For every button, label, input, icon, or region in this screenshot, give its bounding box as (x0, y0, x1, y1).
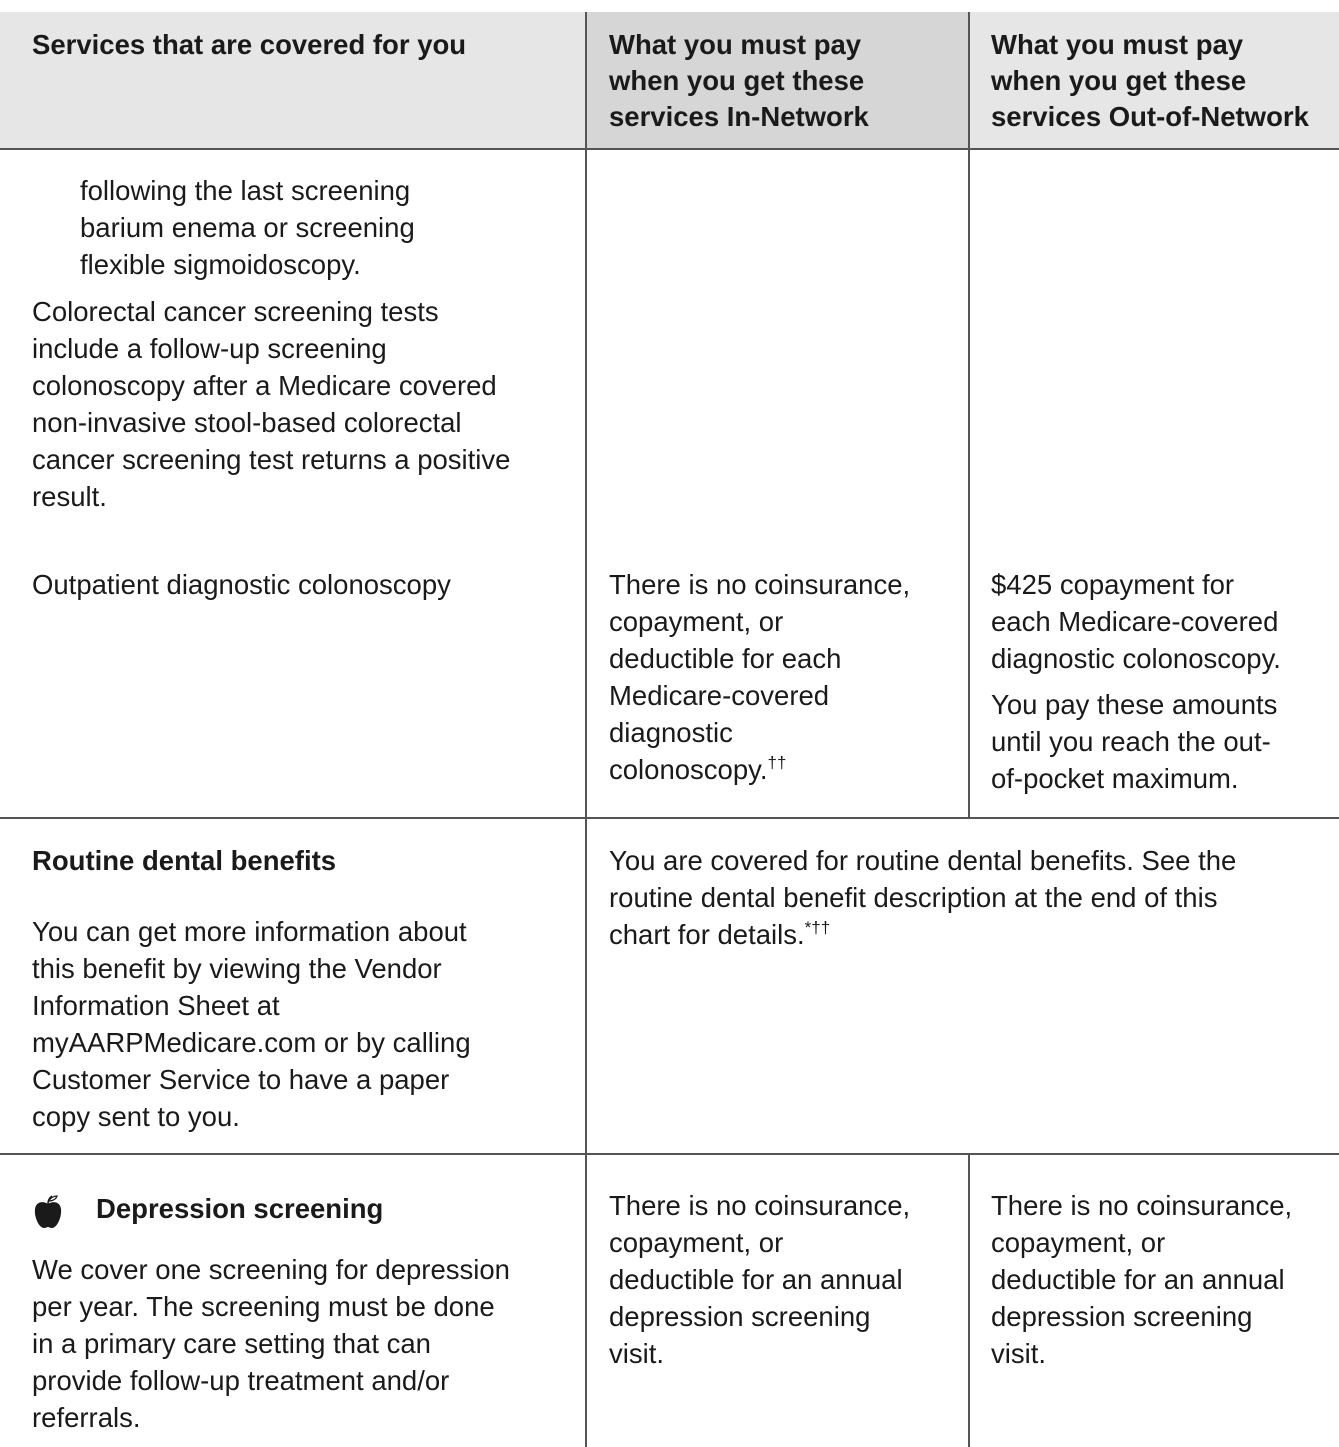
text-line: following the last screening (80, 175, 411, 206)
text-line: depression screening (609, 1301, 871, 1332)
depression-screening-description (32, 1251, 510, 1436)
text-line: deductible for an annual (609, 1264, 903, 1295)
diagnostic-in-network-cost (609, 566, 910, 788)
depression-screening-title (96, 1190, 383, 1227)
header-out-of-network (991, 27, 1309, 135)
header-col2-line: when you get these (609, 65, 865, 96)
text-line: flexible sigmoidoscopy. (80, 249, 361, 280)
colorectal-screening-paragraph (32, 293, 510, 515)
header-col1-line: Services that are covered for you (32, 29, 467, 60)
text-line: per year. The screening must be done (32, 1291, 495, 1322)
text-line: referrals. (32, 1402, 141, 1433)
text-line: Customer Service to have a paper (32, 1064, 450, 1095)
text-line: depression screening (991, 1301, 1253, 1332)
depression-out-network-cost (991, 1187, 1292, 1372)
column-divider (585, 12, 587, 149)
text-line: routine dental benefit description at the end of this (609, 882, 1218, 913)
row-divider (0, 1153, 1339, 1155)
text-line: visit. (609, 1338, 664, 1369)
text-line: copayment, or (609, 606, 784, 637)
text-line: Routine dental benefits (32, 845, 337, 876)
text-line: Medicare-covered (609, 680, 830, 711)
text-line: result. (32, 481, 107, 512)
diagnostic-colonoscopy-label (32, 566, 451, 603)
text-line: $425 copayment for (991, 569, 1235, 600)
diagnostic-out-network-cost (991, 566, 1281, 677)
header-col2-line: services In-Network (609, 101, 869, 132)
text-line: Outpatient diagnostic colonoscopy (32, 569, 451, 600)
text-line: visit. (991, 1338, 1046, 1369)
text-line: copy sent to you. (32, 1101, 240, 1132)
text-line-content: chart for details. (609, 919, 805, 950)
routine-dental-coverage (609, 842, 1236, 953)
text-line: There is no coinsurance, (609, 569, 911, 600)
text-line (609, 916, 1236, 953)
header-in-network (609, 27, 869, 135)
text-line: You can get more information about (32, 916, 467, 947)
text-line: deductible for an annual (991, 1264, 1285, 1295)
depression-in-network-cost (609, 1187, 910, 1372)
text-line: Information Sheet at (32, 990, 280, 1021)
text-line: non-invasive stool-based colorectal (32, 407, 462, 438)
text-line: diagnostic (609, 717, 733, 748)
column-divider (968, 150, 970, 818)
text-line: this benefit by viewing the Vendor (32, 953, 442, 984)
out-of-pocket-note (991, 686, 1277, 797)
text-line-content: colonoscopy. (609, 754, 768, 785)
text-line: colonoscopy after a Medicare covered (32, 370, 497, 401)
routine-dental-description (32, 913, 471, 1135)
column-divider (968, 12, 970, 149)
text-line: Depression screening (96, 1193, 384, 1224)
column-divider (585, 819, 587, 1154)
header-col3-line: services Out-of-Network (991, 101, 1309, 132)
text-line: provide follow-up treatment and/or (32, 1365, 450, 1396)
text-line: There is no coinsurance, (609, 1190, 911, 1221)
footnote-mark: *†† (804, 917, 831, 937)
column-divider (968, 1155, 970, 1447)
text-line: copayment, or (609, 1227, 784, 1258)
routine-dental-title (32, 842, 336, 879)
text-line: barium enema or screening (80, 212, 415, 243)
text-line: in a primary care setting that can (32, 1328, 431, 1359)
text-line: Colorectal cancer screening tests (32, 296, 439, 327)
header-services-covered (32, 27, 466, 63)
header-col3-line: when you get these (991, 65, 1247, 96)
text-line: diagnostic colonoscopy. (991, 643, 1281, 674)
apple-icon (33, 1195, 63, 1229)
text-line: of-pocket maximum. (991, 763, 1239, 794)
column-divider (585, 1155, 587, 1447)
header-col2-line: What you must pay (609, 29, 862, 60)
text-line: copayment, or (991, 1227, 1166, 1258)
header-col3-line: What you must pay (991, 29, 1244, 60)
text-line: There is no coinsurance, (991, 1190, 1293, 1221)
footnote-mark: †† (767, 752, 787, 772)
header-bottom-rule (0, 148, 1339, 150)
text-line: You are covered for routine dental benefits. See the (609, 845, 1237, 876)
text-line: You pay these amounts (991, 689, 1278, 720)
text-line: myAARPMedicare.com or by calling (32, 1027, 471, 1058)
text-line: cancer screening test returns a positive (32, 444, 511, 475)
text-line: until you reach the out- (991, 726, 1271, 757)
text-line: deductible for each (609, 643, 842, 674)
text-line: We cover one screening for depression (32, 1254, 510, 1285)
text-line: each Medicare-covered (991, 606, 1279, 637)
row-divider (0, 817, 1339, 819)
text-line (609, 751, 910, 788)
text-line: include a follow-up screening (32, 333, 387, 364)
screening-continued-text (80, 172, 415, 283)
column-divider (585, 150, 587, 818)
